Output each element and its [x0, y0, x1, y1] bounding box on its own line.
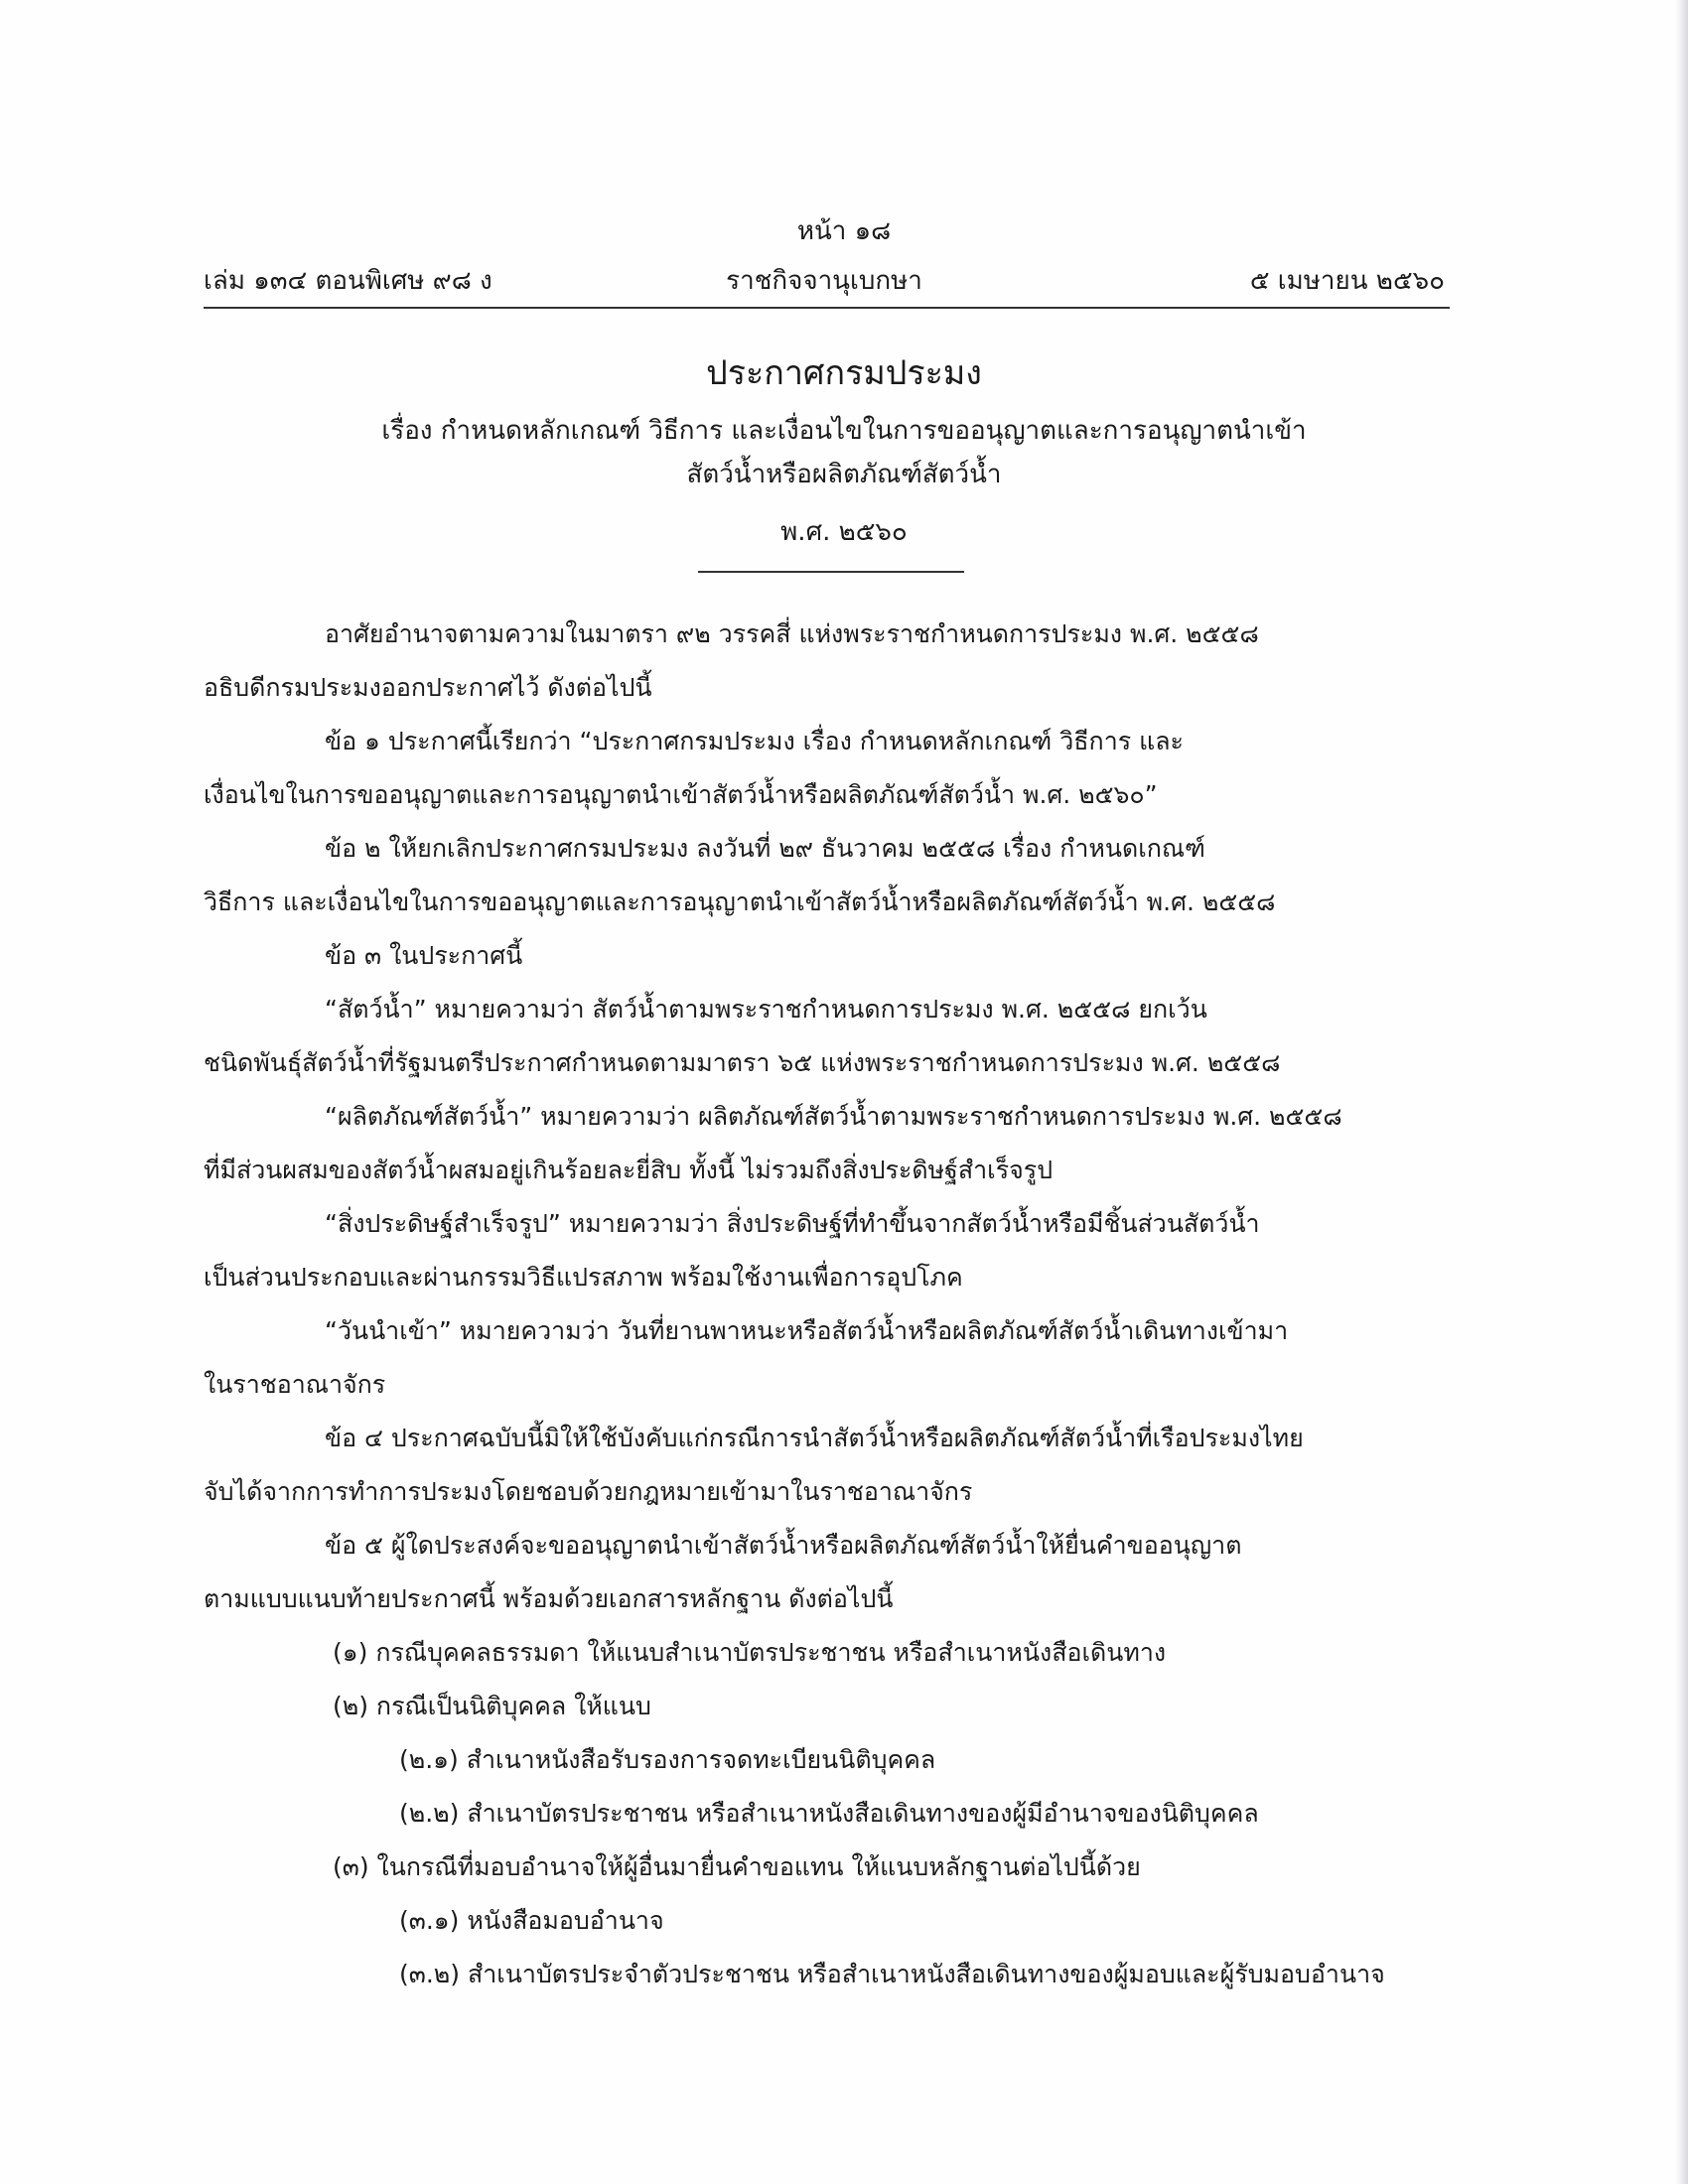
publication-date: ๕ เมษายน ๒๕๖๐ [1249, 266, 1445, 296]
sub-list-item: (๓.๑) หนังสือมอบอำนาจ [399, 1906, 664, 1935]
definition: ที่มีส่วนผสมของสัตว์น้ำผสมอยู่เกินร้อยละยี่สิบ ทั้งนี้ ไม่รวมถึงสิ่งประดิษฐ์สำเร็จรูป [204, 1156, 1054, 1184]
list-item: (๑) กรณีบุคคลธรรมดา ให้แนบสำเนาบัตรประชาชน หรือสำเนาหนังสือเดินทาง [333, 1638, 1167, 1667]
definition: “สัตว์น้ำ” หมายความว่า สัตว์น้ำตามพระราชกำหนดการประมง พ.ศ. ๒๕๕๘ ยกเว้น [325, 995, 1207, 1024]
volume-info: เล่ม ๑๓๔ ตอนพิเศษ ๙๘ ง [204, 266, 492, 296]
definition: ชนิดพันธุ์สัตว์น้ำที่รัฐมนตรีประกาศกำหนดตามมาตรา ๖๕ แห่งพระราชกำหนดการประมง พ.ศ. ๒๕๕๘ [204, 1048, 1281, 1077]
definition: เป็นส่วนประกอบและผ่านกรรมวิธีแปรสภาพ พร้อมใช้งานเพื่อการอุปโภค [204, 1263, 963, 1292]
subject-line: เรื่อง กำหนดหลักเกณฑ์ วิธีการ และเงื่อนไขในการขออนุญาตและการอนุญาตนำเข้า [381, 416, 1307, 446]
sub-list-item: (๓.๒) สำเนาบัตรประจำตัวประชาชน หรือสำเนาหนังสือเดินทางของผู้มอบและผู้รับมอบอำนาจ [399, 1960, 1385, 1988]
document-body [204, 608, 1450, 2001]
title-divider [698, 571, 964, 573]
sub-list-item: (๒.๒) สำเนาบัตรประชาชน หรือสำเนาหนังสือเดินทางของผู้มีอำนาจของนิติบุคคล [399, 1799, 1259, 1828]
paragraph: อธิบดีกรมประมงออกประกาศไว้ ดังต่อไปนี้ [204, 673, 652, 702]
gazette-header [204, 260, 1445, 296]
list-item: (๒) กรณีเป็นนิติบุคคล ให้แนบ [333, 1692, 651, 1720]
clause: จับได้จากการทำการประมงโดยชอบด้วยกฎหมายเข้ามาในราชอาณาจักร [204, 1477, 973, 1506]
list-item: (๓) ในกรณีที่มอบอำนาจให้ผู้อื่นมายื่นคำขอแทน ให้แนบหลักฐานต่อไปนี้ด้วย [333, 1852, 1141, 1881]
page-number: หน้า ๑๘ [796, 216, 892, 246]
clause: ข้อ ๑ ประกาศนี้เรียกว่า “ประกาศกรมประมง เรื่อง กำหนดหลักเกณฑ์ วิธีการ และ [325, 727, 1184, 755]
paragraph: อาศัยอำนาจตามความในมาตรา ๙๒ วรรคสี่ แห่งพระราชกำหนดการประมง พ.ศ. ๒๕๕๘ [325, 619, 1259, 648]
definition: “วันนำเข้า” หมายความว่า วันที่ยานพาหนะหรือสัตว์น้ำหรือผลิตภัณฑ์สัตว์น้ำเดินทางเข้ามา [325, 1316, 1289, 1345]
definition: ในราชอาณาจักร [204, 1370, 386, 1399]
document-subject [0, 409, 1688, 496]
clause: ข้อ ๒ ให้ยกเลิกประกาศกรมประมง ลงวันที่ ๒๙ ธันวาคม ๒๕๕๘ เรื่อง กำหนดเกณฑ์ [325, 834, 1205, 863]
clause: ข้อ ๓ ในประกาศนี้ [325, 941, 523, 970]
subject-line: สัตว์น้ำหรือผลิตภัณฑ์สัตว์น้ำ [686, 460, 1002, 489]
document-year: พ.ศ. ๒๕๖๐ [780, 517, 908, 547]
clause: วิธีการ และเงื่อนไขในการขออนุญาตและการอนุญาตนำเข้าสัตว์น้ำหรือผลิตภัณฑ์สัตว์น้ำ พ.ศ. ๒๕๕๘ [204, 887, 1276, 916]
definition: “สิ่งประดิษฐ์สำเร็จรูป” หมายความว่า สิ่งประดิษฐ์ที่ทำขึ้นจากสัตว์น้ำหรือมีชิ้นส่วนสัตว์น้ำ [325, 1209, 1260, 1238]
document-title: ประกาศกรมประมง [706, 353, 982, 393]
sub-list-item: (๒.๑) สำเนาหนังสือรับรองการจดทะเบียนนิติบุคคล [399, 1745, 936, 1774]
clause: ข้อ ๕ ผู้ใดประสงค์จะขออนุญาตนำเข้าสัตว์น้ำหรือผลิตภัณฑ์สัตว์น้ำให้ยื่นคำขออนุญาต [325, 1531, 1242, 1560]
clause: ตามแบบแนบท้ายประกาศนี้ พร้อมด้วยเอกสารหลักฐาน ดังต่อไปนี้ [204, 1584, 894, 1613]
header-divider [204, 307, 1450, 309]
definition: “ผลิตภัณฑ์สัตว์น้ำ” หมายความว่า ผลิตภัณฑ์สัตว์น้ำตามพระราชกำหนดการประมง พ.ศ. ๒๕๕๘ [325, 1102, 1342, 1131]
clause: ข้อ ๔ ประกาศฉบับนี้มิให้ใช้บังคับแก่กรณีการนำสัตว์น้ำหรือผลิตภัณฑ์สัตว์น้ำที่เรือประมงไทย [325, 1424, 1304, 1452]
page-edge-shadow [1674, 0, 1688, 2184]
gazette-name: ราชกิจจานุเบกษา [726, 266, 922, 296]
clause: เงื่อนไขในการขออนุญาตและการอนุญาตนำเข้าสัตว์น้ำหรือผลิตภัณฑ์สัตว์น้ำ พ.ศ. ๒๕๖๐” [204, 780, 1158, 809]
